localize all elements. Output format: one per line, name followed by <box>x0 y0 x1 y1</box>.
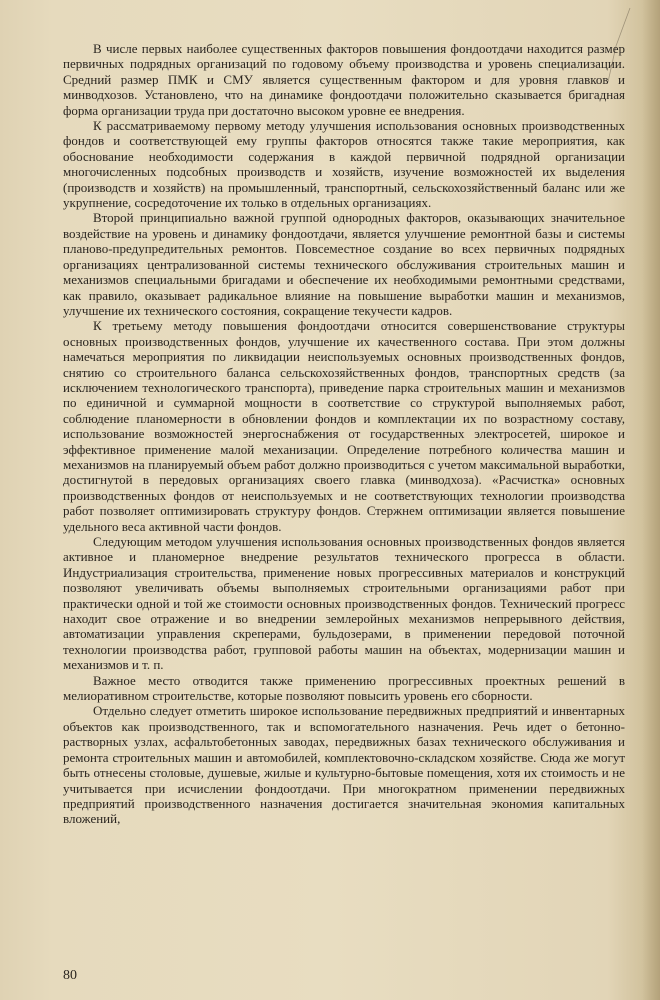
paragraph-7: Отдельно следует отметить широкое использование передвижных предприятий и инвентарных объектов как производственного, так и вспомогательного назначения. Речь идет о бетонно-растворных узлах, асфальтобетонных заводах, передвижных базах технического обслуживания и ремонта строительных машин и автомобилей, комплектовочно-складском хозяйстве. Сюда же могут быть отнесены столовые, душевые, жилые и культурно-бытовые помещения, хотя их стоимость и не учитывается при исчислении фондоотдачи. При многократном применении передвижных предприятий производственного назначения достигается значительная экономия капитальных вложений, <box>63 703 625 827</box>
paragraph-1: В числе первых наиболее существенных факторов повышения фондоотдачи находится размер первичных подрядных организаций по годовому объему производства и уровень специализации. Средний размер ПМК и СМУ является существенным фактором и для уровня главков и минводхозов. Установлено, что на динамике фондоотдачи положительно сказывается бригадная форма организации труда при достаточно высоком уровне ее внедрения. <box>63 41 625 118</box>
paragraph-4: К третьему методу повышения фондоотдачи относится совершенствование структуры основных производственных фондов, улучшение их качественного состава. При этом должны намечаться мероприятия по ликвидации неиспользуемых основных производственных фондов, снятию со строительного баланса сельскохозяйственных фондов, транспортных средств (за исключением технологического транспорта), приведение парка строительных машин и механизмов по единичной и суммарной мощности в соответствие со структурой выполняемых работ, соблюдение планомерности в обновлении фондов и комплектации их по возрастному составу, использование возможностей энергоснабжения от государственных электросетей, широкое и эффективное применение малой механизации. Определение потребного количества машин и механизмов на планируемый объем работ должно производиться с учетом максимальной выработки, достигнутой в передовых организациях своего главка (минводхоза). «Расчистка» основных производственных фондов от неиспользуемых и не соответствующих технологии производства работ позволяет оптимизировать структуру фондов. Стержнем оптимизации является повышение удельного веса активной части фондов. <box>63 318 625 534</box>
paragraph-2: К рассматриваемому первому методу улучшения использования основных производственных фондов и соответствующей ему группы факторов относятся также такие мероприятия, как обоснование необходимости содержания в каждой первичной подрядной организации многочисленных подсобных производств и хозяйств, изучение возможностей их выделения (производств и хозяйств) на промышленный, транспортный, сельскохозяйственный баланс или же укрупнение, сосредоточение их только в отдельных организациях. <box>63 118 625 211</box>
paragraph-6: Важное место отводится также применению прогрессивных проектных решений в мелиоративном строительстве, которые позволяют повысить уровень его сборности. <box>63 672 625 704</box>
paragraph-3: Второй принципиально важной группой однородных факторов, оказывающих значительное воздействие на уровень и динамику фондоотдачи, является улучшение ремонтной базы и системы планово-предупредительных ремонтов. Повсеместное создание во всех первичных подрядных организациях централизованной системы технического обслуживания строительных машин и механизмов специальными бригадами и обеспечение их необходимыми ремонтными средствами, как правило, оказывает радикальное влияние на повышение выработки машин и механизмов, улучшение их технического состояния, сокращение текучести кадров. <box>63 210 625 318</box>
body-text <box>63 41 625 827</box>
page-number: 80 <box>63 968 77 983</box>
paragraph-5: Следующим методом улучшения использования основных производственных фондов является активное и планомерное внедрение результатов технического прогресса в области. Индустриализация строительства, применение новых прогрессивных материалов и конструкций позволяют увеличивать объемы выполняемых строительными организациями работ при практически одной и той же стоимости основных производственных фондов. Технический прогресс находит свое отражение и во внедрении землеройных механизмов непрерывного действия, автоматизации управления скреперами, бульдозерами, в применении передовой поточной технологии производства работ, групповой работы машин на объектах, модернизации машин и механизмов и т. п. <box>63 534 625 673</box>
